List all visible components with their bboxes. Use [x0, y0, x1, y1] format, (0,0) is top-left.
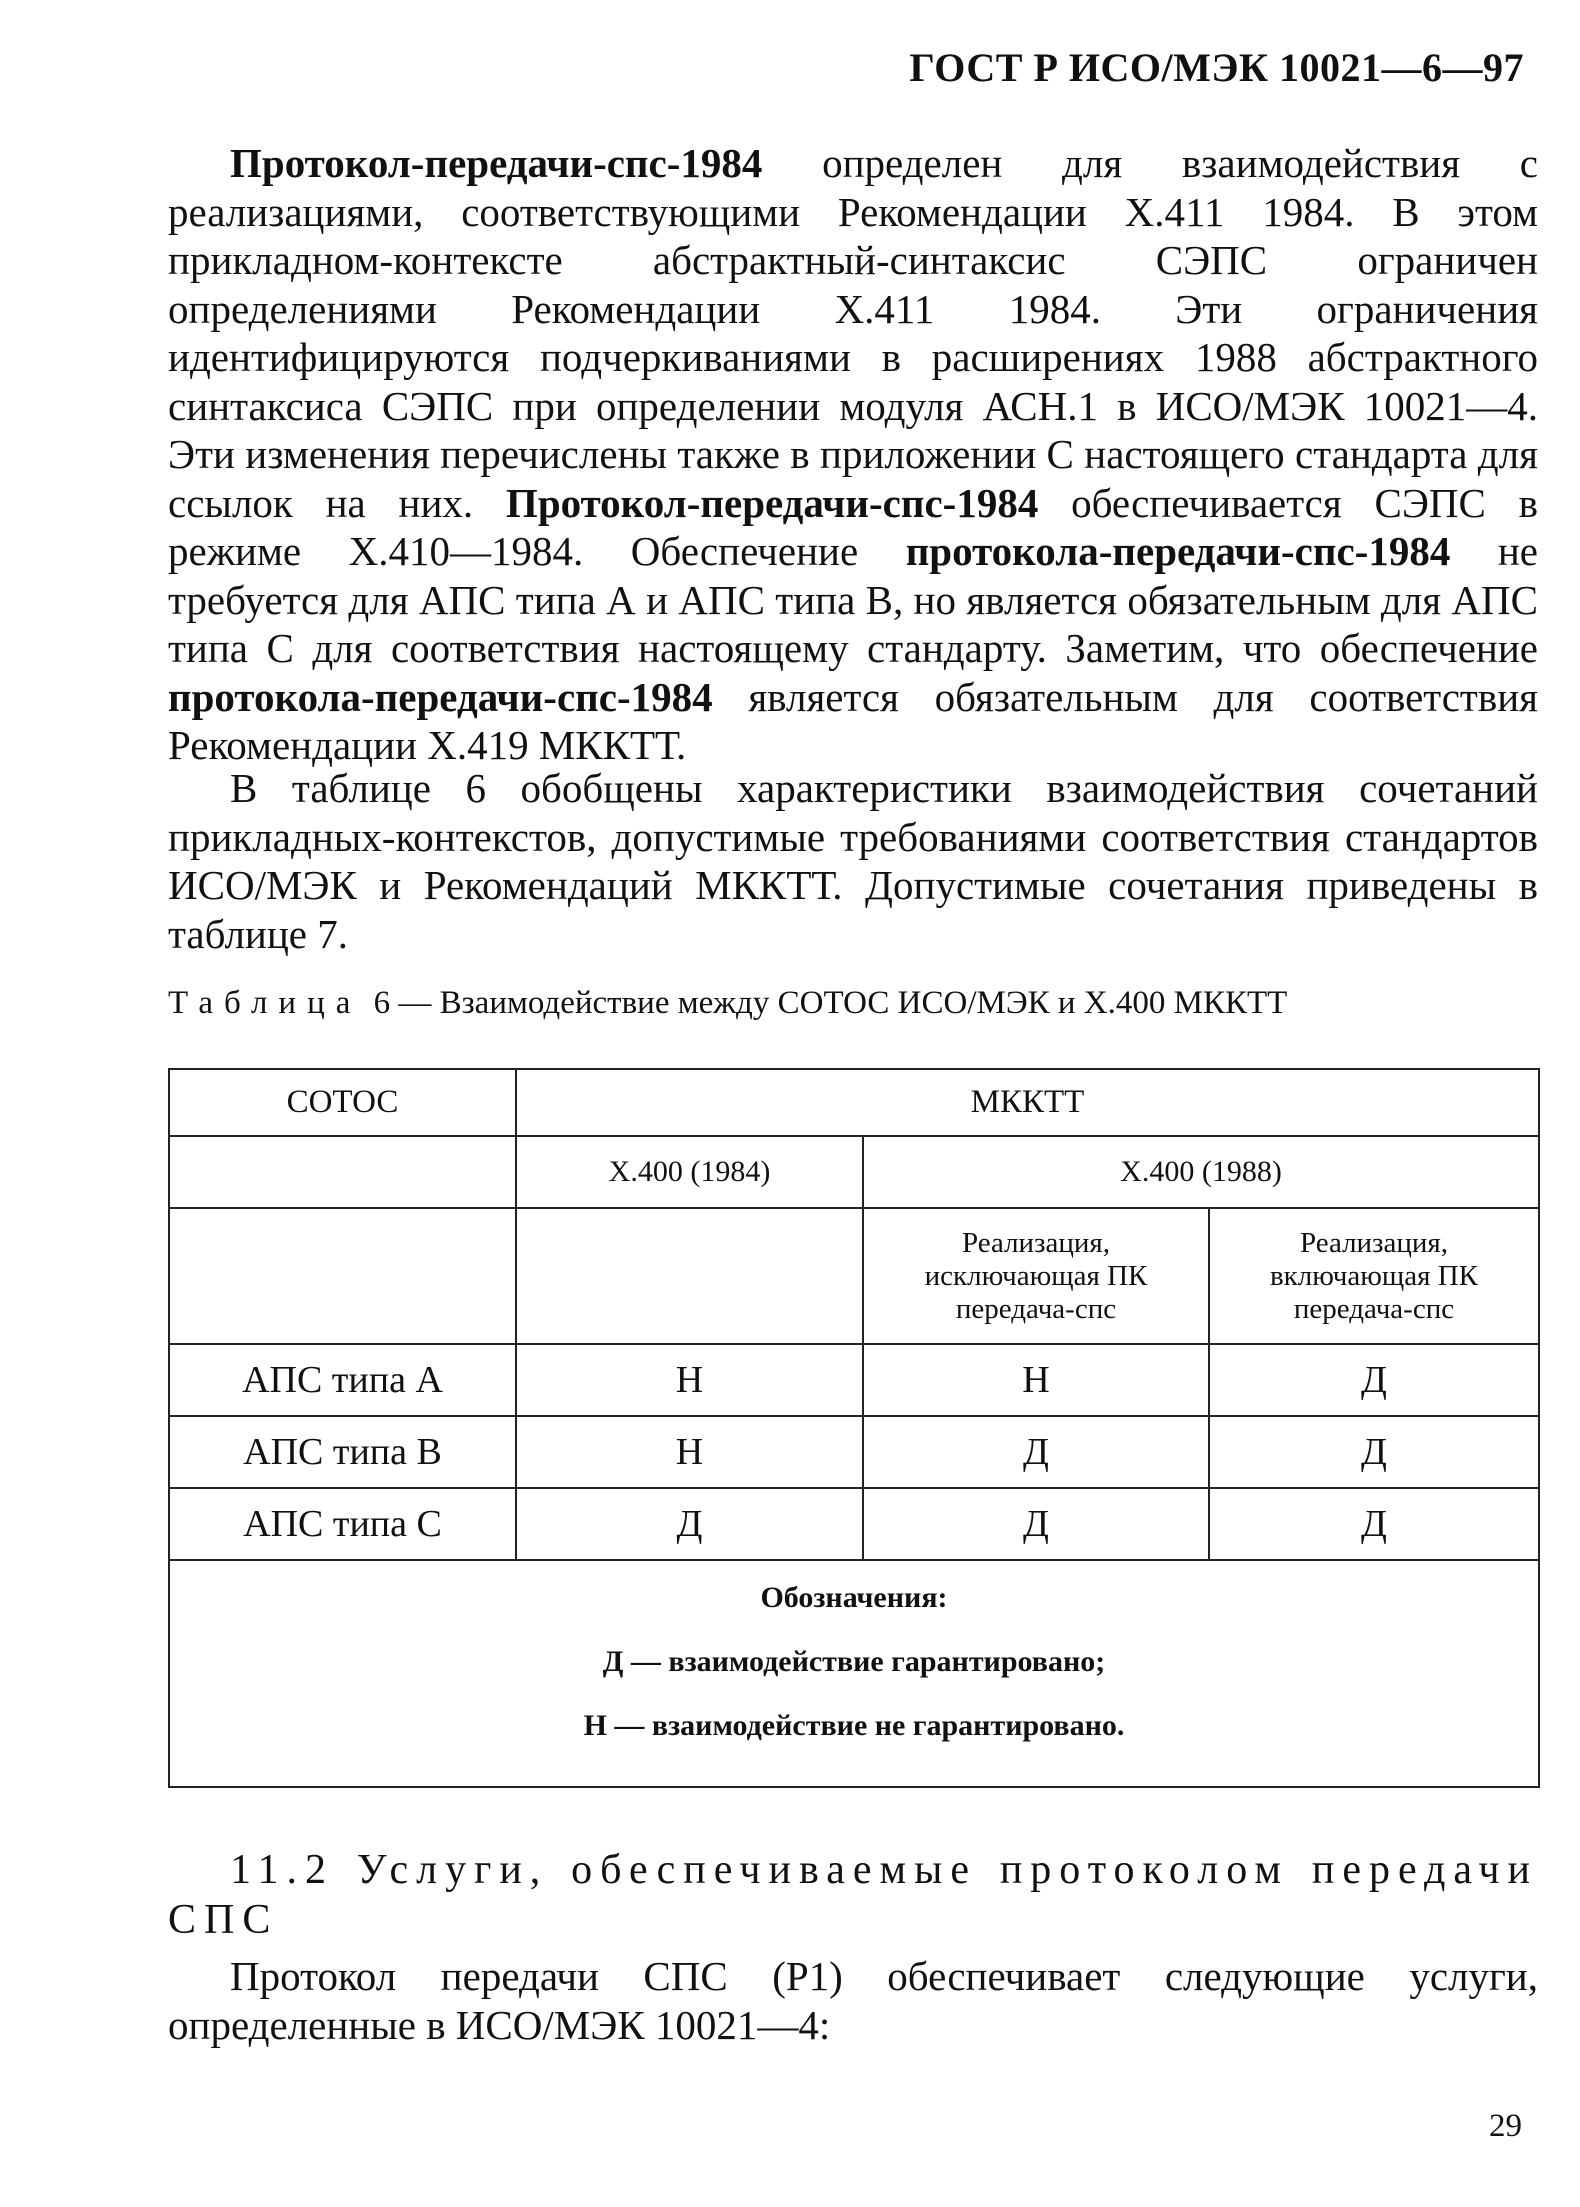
header-line: Реализация,: [1299, 1226, 1449, 1259]
cell-value: Д: [863, 1416, 1209, 1488]
cell-value: Н: [516, 1416, 863, 1488]
caption-text: 6 — Взаимодействие между СОТОС ИСО/МЭК и X.400 МККТТ: [365, 985, 1288, 1021]
table-header-row: [169, 1069, 1539, 1136]
section-heading: 11.2 Услуги, обеспечиваемые протоколом передачи СПС: [168, 1847, 1538, 1943]
text-run: определен для взаимодействия с реализациями, соответствующими Рекомендации X.411 1984. В этом прикладном-контексте абстрактный-синтаксис СЭПС ограничен определениями Рекомендации X.411 1984. Эти ограничения идентифицируются подчеркиваниями в расширениях 1988 абстрактного синтаксиса СЭПС при определении модуля АСН.1 в ИСО/МЭК 10021—4. Эти изменения перечислены также в приложении С настоящего стандарта для ссылок на них.: [168, 140, 1538, 526]
header-line: включающая ПК: [1269, 1259, 1478, 1292]
header-x400-1984: X.400 (1984): [516, 1136, 863, 1208]
header-x400-1988: X.400 (1988): [863, 1136, 1539, 1208]
paragraph-table-summary: В таблице 6 обобщены характеристики взаимодействия сочетаний прикладных-контекстов, допустимые требованиями соответствия стандартов ИСО/МЭК и Рекомендаций МККТТ. Допустимые сочетания приведены в таблице 7.: [168, 765, 1538, 957]
row-label: АПС типа С: [169, 1488, 516, 1560]
legend-guaranteed: Д — взаимодействие гарантировано;: [602, 1644, 1106, 1678]
table-header-row: [169, 1208, 1539, 1344]
cell-value: Н: [516, 1344, 863, 1416]
paragraph-p1-services: Протокол передачи СПС (Р1) обеспечивает следующие услуги, определенные в ИСО/МЭК 10021—4:: [168, 1953, 1538, 2048]
text-run: обеспечивается СЭПС в режиме X.410—1984. Обеспечение: [168, 479, 1538, 574]
table-legend-row: [169, 1560, 1539, 1787]
table-row: [169, 1416, 1539, 1488]
cell-value: Д: [1209, 1416, 1539, 1488]
paragraph-protocol-1984: [168, 139, 1538, 770]
cell-value: Д: [1209, 1344, 1539, 1416]
table-caption: [168, 985, 1287, 1022]
legend-title: Обозначения:: [760, 1580, 948, 1614]
row-label: АПС типа В: [169, 1416, 516, 1488]
interaction-table: [168, 1068, 1540, 1788]
header-line: Реализация,: [961, 1226, 1111, 1259]
header-empty: [169, 1208, 516, 1344]
term-protocol: Протокол-передачи-спс-1984: [230, 140, 763, 186]
row-label: АПС типа А: [169, 1344, 516, 1416]
header-sotos: СОТОС: [169, 1069, 516, 1136]
page-header: ГОСТ Р ИСО/МЭК 10021—6—97: [909, 45, 1524, 90]
header-line: передача-спс: [1293, 1292, 1455, 1325]
cell-value: Н: [863, 1344, 1209, 1416]
text-run: является обязательным для соответствия Рекомендации X.419 МККТТ.: [168, 673, 1538, 768]
text-run: не требуется для АПС типа А и АПС типа В, но является обязательным для АПС типа С для соответствия настоящему стандарту. Заметим, что обеспечение: [168, 528, 1538, 671]
term-protocol: Протокол-передачи-спс-1984: [505, 479, 1039, 526]
page-number: 29: [1489, 2108, 1522, 2144]
legend-not-guaranteed: Н — взаимодействие не гарантировано.: [583, 1708, 1125, 1742]
cell-value: Д: [863, 1488, 1209, 1560]
term-protocol: протокола-передачи-спс-1984: [168, 673, 713, 720]
cell-value: Д: [516, 1488, 863, 1560]
header-line: передача-спс: [955, 1292, 1117, 1325]
header-empty: [169, 1136, 516, 1208]
header-including-pk: [1209, 1208, 1539, 1344]
header-line: исключающая ПК: [924, 1259, 1148, 1292]
table-header-row: [169, 1136, 1539, 1208]
header-empty: [516, 1208, 863, 1344]
header-excluding-pk: [863, 1208, 1209, 1344]
table-row: [169, 1488, 1539, 1560]
cell-value: Д: [1209, 1488, 1539, 1560]
caption-word: Таблица: [168, 985, 362, 1021]
table-row: [169, 1344, 1539, 1416]
header-mkktt: МККТТ: [516, 1069, 1539, 1136]
table-legend: [169, 1560, 1539, 1787]
term-protocol: протокола-передачи-спс-1984: [905, 528, 1451, 574]
